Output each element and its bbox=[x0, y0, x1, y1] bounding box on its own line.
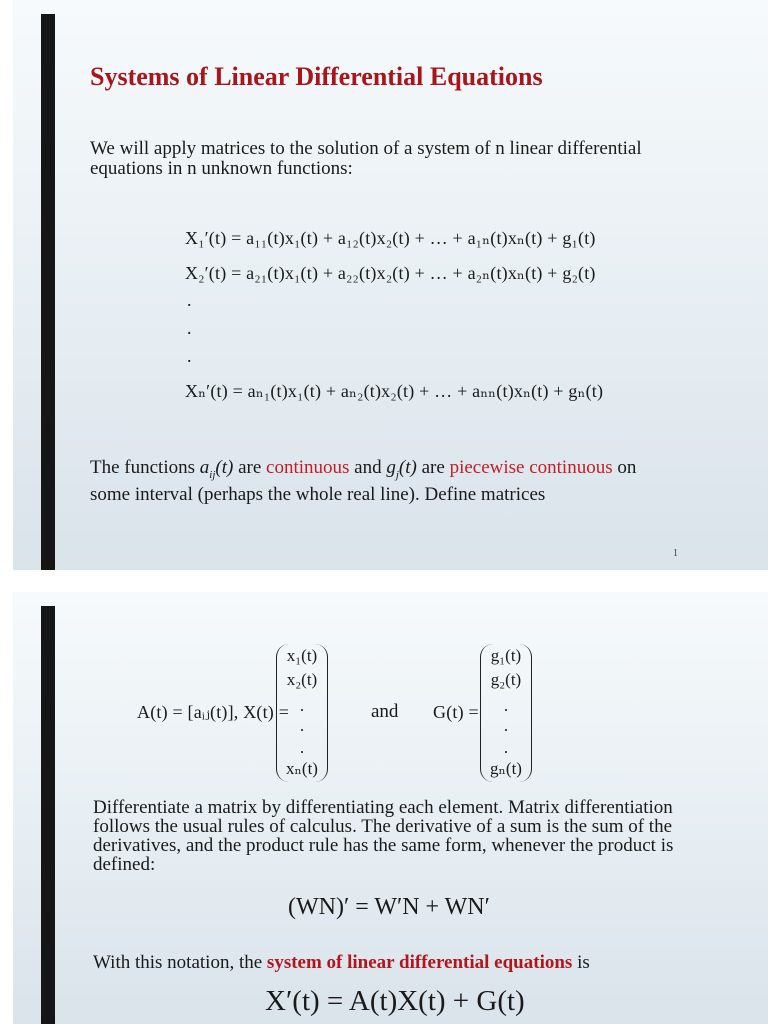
text-run: are bbox=[416, 457, 450, 478]
system-equation: X′(t) = A(t)X(t) + G(t) bbox=[265, 985, 525, 1017]
vector-entry: xₙ(t) bbox=[286, 759, 318, 778]
notation-sentence bbox=[93, 953, 590, 973]
slide-accent-bar bbox=[41, 14, 55, 570]
x-column-vector bbox=[276, 644, 328, 782]
vector-entry: g₂(t) bbox=[490, 670, 522, 689]
system-highlight: system of linear differential equations bbox=[266, 952, 573, 973]
functions-paragraph bbox=[90, 458, 636, 505]
product-rule-formula: (WN)′ = W′N + WN′ bbox=[288, 894, 490, 920]
paragraph-line: follows the usual rules of calculus. The derivative of a sum is the sum of the bbox=[93, 816, 673, 837]
vector-entry: . bbox=[299, 738, 305, 757]
text-run: on bbox=[612, 457, 637, 478]
vector-entry: . bbox=[503, 716, 509, 735]
paragraph-line: derivatives, and the product rule has the same form, whenever the product is bbox=[93, 835, 674, 856]
matrix-definition-A-X: A(t) = [aᵢⱼ(t)], X(t) = bbox=[137, 702, 290, 722]
slide-accent-bar bbox=[41, 606, 55, 1024]
text-run: (t) bbox=[398, 457, 417, 478]
intro-paragraph bbox=[90, 139, 642, 179]
vector-entry: . bbox=[503, 696, 509, 715]
functions-line-2: some interval (perhaps the whole real line). Define matrices bbox=[90, 483, 546, 505]
equation-2: X₂′(t) = a₂₁(t)x₁(t) + a₂₂(t)x₂(t) + … + a₂ₙ(t)xₙ(t) + g₂(t) bbox=[185, 263, 596, 283]
paragraph-line: Differentiate a matrix by differentiating each element. Matrix differentiation bbox=[93, 797, 673, 818]
text-run: a bbox=[199, 457, 210, 478]
page-number: 1 bbox=[673, 548, 678, 559]
text-run: is bbox=[572, 952, 590, 973]
vector-entry: . bbox=[503, 738, 509, 757]
ellipsis-dot: . bbox=[187, 346, 192, 366]
text-run: (t) bbox=[215, 457, 234, 478]
text-run: g bbox=[386, 457, 396, 478]
slide-1 bbox=[13, 0, 768, 570]
piecewise-continuous-highlight: piecewise continuous bbox=[449, 457, 613, 478]
vector-entry: x₁(t) bbox=[286, 646, 318, 665]
vector-entry: . bbox=[299, 696, 305, 715]
text-run: and bbox=[349, 457, 387, 478]
equation-1: X₁′(t) = a₁₁(t)x₁(t) + a₁₂(t)x₂(t) + … + a₁ₙ(t)xₙ(t) + g₁(t) bbox=[185, 228, 596, 248]
vector-entry: . bbox=[299, 716, 305, 735]
functions-line-1 bbox=[90, 458, 636, 485]
vector-entry: gₙ(t) bbox=[490, 759, 522, 778]
intro-line-1: We will apply matrices to the solution of a system of n linear differential bbox=[90, 138, 642, 159]
intro-line-2: equations in n unknown functions: bbox=[90, 158, 353, 179]
text-run: With this notation, the bbox=[93, 952, 267, 973]
text-run: The functions bbox=[90, 457, 200, 478]
slide-2 bbox=[13, 592, 768, 1024]
subscript: j bbox=[395, 468, 399, 481]
vector-entry: g₁(t) bbox=[490, 646, 522, 665]
ellipsis-dot: . bbox=[187, 318, 192, 338]
subscript: ij bbox=[209, 468, 216, 481]
continuous-highlight: continuous bbox=[266, 457, 350, 478]
ellipsis-dot: . bbox=[187, 290, 192, 310]
text-run: are bbox=[233, 457, 267, 478]
g-column-vector bbox=[480, 644, 532, 782]
paragraph-line: defined: bbox=[93, 854, 156, 875]
differentiation-paragraph bbox=[93, 798, 673, 874]
slide-title: Systems of Linear Differential Equations bbox=[90, 62, 543, 91]
vector-entry: x₂(t) bbox=[286, 670, 318, 689]
and-connector: and bbox=[371, 701, 399, 722]
equation-n: Xₙ′(t) = aₙ₁(t)x₁(t) + aₙ₂(t)x₂(t) + … + aₙₙ(t)xₙ(t) + gₙ(t) bbox=[185, 381, 604, 401]
matrix-definition-G: G(t) = bbox=[433, 702, 479, 722]
